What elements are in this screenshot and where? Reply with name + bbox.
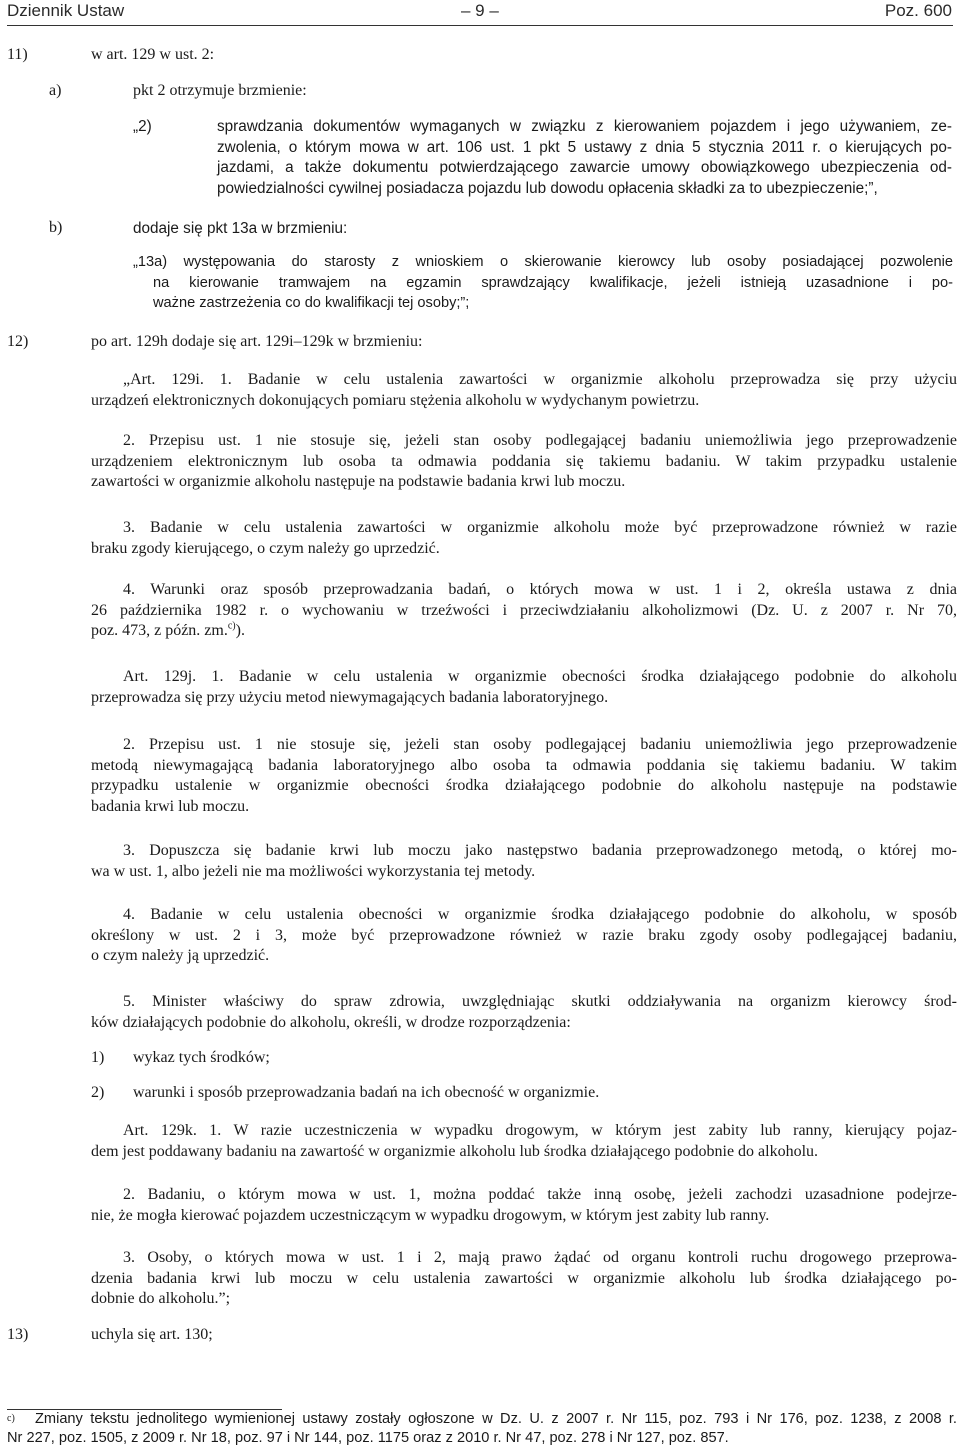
text-line: powiedzialności cywilnej posiadacza pojazdu lub dowodu opłacenia składki za to ubezpieczenie;”, [217,179,878,197]
item-12-text: po art. 129h dodaje się art. 129i–129k w brzmieniu: [91,333,423,350]
item-13-text: uchyla się art. 130; [91,1326,213,1343]
art-129k-par-1 [91,1121,957,1162]
text-line: 2. Badaniu, o którym mowa w ust. 1, można poddać także inną osobę, jeżeli zachodzi uzasadnione podejrze- [123,1186,957,1203]
text-line: badania krwi lub moczu. [91,797,250,815]
text-line: zwolenia, o którym mowa w art. 106 ust. 1 pkt 5 ustawy z dnia 5 stycznia 2011 r. o kierujących po- [217,138,952,156]
list-item-text: wykaz tych środków; [133,1049,270,1066]
text-line: 26 października 1982 r. o wychowaniu w trzeźwości i przeciwdziałaniu alkoholizmowi (Dz. U. z 2007 r. Nr 70, [91,601,957,619]
journal-title: Dziennik Ustaw [7,1,125,20]
text-line: ważne zastrzeżenia co do kwalifikacji tej osoby;”; [153,295,470,311]
text-line: „Art. 129i. 1. Badanie w celu ustalenia zawartości w organizmie alkoholu przeprowadza się przy użyciu [123,371,957,388]
text-line: 4. Badanie w celu ustalenia obecności w organizmie środka działającego podobnie do alkoholu, w sposób [123,906,957,923]
text-line: dzenia badania krwi lub moczu w celu ustalenia zawartości w organizmie alkoholu lub środka działającego po- [91,1269,957,1287]
text-line: Zmiany tekstu jednolitego wymienionej ustawy zostały ogłoszone w Dz. U. z 2007 r. Nr 115, poz. 793 i Nr 176, poz. 1238, z 2008 r. [35,1411,957,1427]
page-header [0,0,960,26]
art-129j-par-5 [91,992,957,1033]
text-line: sprawdzania dokumentów wymaganych w związku z kierowaniem pojazdem i jego używaniem, ze- [217,118,952,135]
text-line: jazdami, a także dokumentu potwierdzającego zawarcie umowy obowiązkowego ubezpieczenia od- [217,159,952,176]
text-line-start: poz. 473, z późn. zm. [91,622,228,639]
quote-2-number: „2) [133,118,152,135]
text-line: przeprowadza się przy użyciu metod niewymagających badania laboratoryjnego. [91,688,609,706]
art-129j-par-3 [91,841,957,882]
text-line: urządzeniem elektronicznym lub osoba ta odmawia poddania się takiemu badaniu. W takim przypadku ustalenie [91,452,957,470]
text-line: braku zgody kierującego, o czym należy go uprzedzić. [91,539,440,557]
footnote-reference: c) [227,620,236,632]
list-item-number: 2) [91,1084,105,1101]
text-line: Art. 129j. 1. Badanie w celu ustalenia w organizmie obecności środka działającego podobnie do alkoholu [123,668,957,685]
item-11a-text: pkt 2 otrzymuje brzmienie: [133,82,307,99]
text-line: urządzeń elektronicznych dokonujących pomiaru stężenia alkoholu w wydychanym powietrzu. [91,391,700,409]
text-line: 2. Przepisu ust. 1 nie stosuje się, jeżeli stan osoby podlegającej badaniu uniemożliwia jego przeprowadzenie [123,432,957,449]
text-line: określony w ust. 2 i 3, może być przeprowadzone również w razie braku zgody osoby podlegającej badaniu, [91,926,957,944]
item-11-number: 11) [7,46,28,63]
text-line: o czym należy ją uprzedzić. [91,947,270,964]
text-line: 5. Minister właściwy do spraw zdrowia, uwzględniając skutki oddziaływania na organizm kierowcy środ- [123,993,957,1010]
page-number: – 9 – [461,1,499,20]
quote-2-text [217,117,952,199]
item-11b-text: dodaje się pkt 13a w brzmieniu: [133,220,348,237]
text-line: wa w ust. 1, albo jeżeli nie ma możliwości wykorzystania tej metody. [91,862,536,880]
text-line [91,621,957,642]
text-line: dobnie do alkoholu.”; [91,1290,231,1307]
art-129i-par-2 [91,431,957,493]
footnote-mark: c) [7,1413,15,1424]
item-13-number: 13) [7,1326,29,1343]
art-129i-par-4 [91,580,957,642]
text-line-end: ). [235,622,245,639]
item-11b-number: b) [49,219,63,236]
text-line: ków działających podobnie do alkoholu, określi, w drodze rozporządzenia: [91,1013,571,1031]
quote-13a-text [133,252,953,314]
text-line: „13a) występowania do starosty z wnioskiem o skierowanie kierowcy lub osoby posiadającej pozwolenie [133,254,953,270]
art-129j-par-1 [91,667,957,708]
text-line: 4. Warunki oraz sposób przeprowadzania badań, o których mowa w ust. 1 i 2, określa ustawa z dnia [123,581,957,598]
text-line: 3. Badanie w celu ustalenia zawartości w organizmie alkoholu może być przeprowadzone również w razie [123,519,957,536]
art-129i-par-3 [91,518,957,559]
item-11a-number: a) [49,82,62,99]
art-129k-par-2 [91,1185,957,1226]
text-line: zawartości w organizmie alkoholu następuje na podstawie badania krwi lub moczu. [91,473,626,490]
item-11-text: w art. 129 w ust. 2: [91,46,215,63]
art-129j-par-2 [91,735,957,817]
list-item-number: 1) [91,1049,105,1066]
text-line: Nr 227, poz. 1505, z 2009 r. Nr 18, poz. 97 i Nr 144, poz. 1175 oraz z 2010 r. Nr 47, poz. 278 i Nr 127, poz. 857. [7,1430,729,1446]
text-line: nie, że mogła kierować pojazdem uczestniczącym w wypadku drogowym, w którym jest zabity lub ranny. [91,1206,770,1224]
list-item-text: warunki i sposób przeprowadzania badań na ich obecność w organizmie. [133,1084,600,1101]
text-line: 3. Osoby, o których mowa w ust. 1 i 2, mają prawo żądać od organu kontroli ruchu drogowego przeprowa- [123,1249,957,1266]
position-number: Poz. 600 [884,1,952,20]
text-line: 2. Przepisu ust. 1 nie stosuje się, jeżeli stan osoby podlegającej badaniu uniemożliwia jego przeprowadzenie [123,736,957,753]
item-12-number: 12) [7,333,29,350]
text-line: dem jest poddawany badaniu na zawartość w organizmie alkoholu lub środka działającego podobnie do alkoholu. [91,1142,819,1160]
footnote-text [7,1410,957,1448]
art-129i-par-1 [91,370,957,411]
text-line: przypadku ustalenie w organizmie obecności środka działającego podobnie do alkoholu następuje na podstawie [91,777,957,794]
art-129k-par-3 [91,1248,957,1310]
text-line: Art. 129k. 1. W razie uczestniczenia w wypadku drogowym, w którym jest zabity lub ranny, kierujący pojaz- [123,1122,957,1139]
art-129j-par-4 [91,905,957,967]
header-rule [7,25,953,26]
text-line: na kierowanie tramwajem na egzamin sprawdzający kwalifikacje, jeżeli istnieją uzasadnione i po- [153,274,953,291]
text-line: metodą niewymagającą badania laboratoryjnego albo osoba ta odmawia poddania się takiemu badaniu. W takim [91,756,957,774]
text-line: 3. Dopuszcza się badanie krwi lub moczu jako następstwo badania przeprowadzonego metodą, o której mo- [123,842,957,859]
